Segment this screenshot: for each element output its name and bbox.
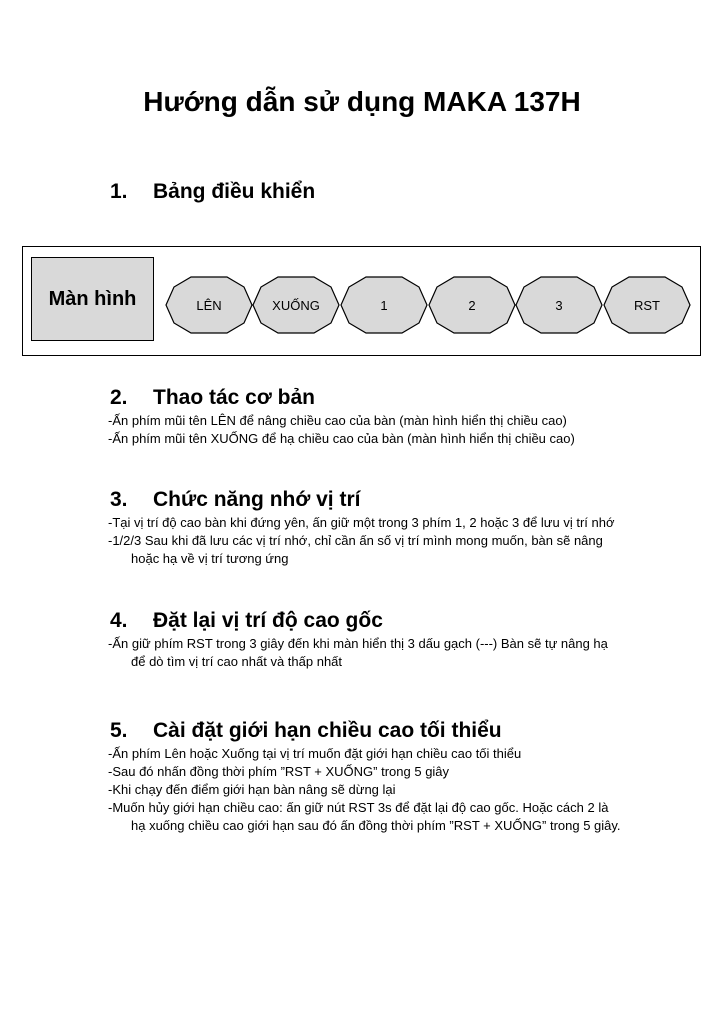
section-title: Thao tác cơ bản: [153, 386, 315, 409]
button-label: XUỐNG: [272, 297, 320, 313]
instruction-line: -Khi chạy đến điểm giới hạn bàn nâng sẽ dừng lại: [108, 782, 396, 797]
section-3-body: [108, 514, 615, 568]
decagon-shape: [515, 275, 603, 335]
instruction-line: -Ấn phím mũi tên XUỐNG để hạ chiều cao của bàn (màn hình hiển thị chiều cao): [108, 431, 575, 446]
decagon-shape: [603, 275, 691, 335]
decagon-shape: [165, 275, 253, 335]
section-4-body: [108, 635, 608, 671]
section-number: 3.: [110, 488, 128, 511]
instruction-continuation: hoặc hạ về vị trí tương ứng: [131, 551, 289, 566]
control-panel-diagram: [22, 246, 701, 356]
instruction-line: -Tại vị trí độ cao bàn khi đứng yên, ấn giữ một trong 3 phím 1, 2 hoặc 3 để lưu vị trí nhớ: [108, 515, 615, 530]
section-title: Cài đặt giới hạn chiều cao tối thiểu: [153, 719, 502, 742]
section-3-heading: [110, 488, 360, 512]
button-memory-1: [340, 275, 428, 335]
instruction-line: -Ấn phím mũi tên LÊN để nâng chiều cao của bàn (màn hình hiển thị chiều cao): [108, 413, 567, 428]
instruction-line: [108, 635, 608, 671]
section-title: Bảng điều khiển: [153, 180, 316, 203]
section-2-body: [108, 412, 575, 448]
button-down: [252, 275, 340, 335]
page-title: Hướng dẫn sử dụng MAKA 137H: [143, 86, 581, 117]
button-label: 2: [468, 297, 476, 313]
button-label: 1: [380, 297, 388, 313]
instruction-text: -Ấn giữ phím RST trong 3 giây đến khi màn hiển thị 3 dấu gạch (---) Bàn sẽ tự nâng hạ: [108, 636, 608, 651]
button-row: [23, 247, 702, 357]
instruction-continuation: hạ xuống chiều cao giới hạn sau đó ấn đồng thời phím ”RST + XUỐNG” trong 5 giây.: [131, 818, 621, 833]
instruction-text: -1/2/3 Sau khi đã lưu các vị trí nhớ, chỉ cần ấn số vị trí mình mong muốn, bàn sẽ nâng: [108, 533, 603, 548]
section-1-heading: [110, 180, 315, 204]
button-memory-2: [428, 275, 516, 335]
section-4-heading: [110, 609, 383, 633]
instruction-line: [108, 532, 615, 568]
instruction-line: [108, 799, 621, 835]
section-title: Chức năng nhớ vị trí: [153, 488, 361, 511]
section-number: 4.: [110, 609, 128, 632]
instruction-continuation: để dò tìm vị trí cao nhất và thấp nhất: [131, 654, 343, 669]
instruction-text: -Muốn hủy giới hạn chiều cao: ấn giữ nút RST 3s để đặt lại độ cao gốc. Hoặc cách 2 là: [108, 800, 609, 815]
section-number: 5.: [110, 719, 128, 742]
button-label: RST: [634, 297, 660, 313]
decagon-shape: [428, 275, 516, 335]
button-label: LÊN: [196, 297, 222, 313]
display-screen: Màn hình: [31, 257, 154, 341]
decagon-shape: [252, 275, 340, 335]
section-2-heading: [110, 386, 315, 410]
button-label: 3: [555, 297, 563, 313]
button-reset: [603, 275, 691, 335]
section-number: 1.: [110, 180, 128, 203]
section-5-heading: [110, 719, 502, 743]
section-number: 2.: [110, 386, 128, 409]
decagon-shape: [340, 275, 428, 335]
section-5-body: [108, 745, 621, 835]
button-memory-3: [515, 275, 603, 335]
section-title: Đặt lại vị trí độ cao gốc: [153, 609, 383, 632]
button-up: [165, 275, 253, 335]
instruction-line: -Sau đó nhấn đồng thời phím ”RST + XUỐNG” trong 5 giây: [108, 764, 450, 779]
instruction-line: -Ấn phím Lên hoặc Xuống tại vị trí muốn đặt giới hạn chiều cao tối thiểu: [108, 746, 522, 761]
